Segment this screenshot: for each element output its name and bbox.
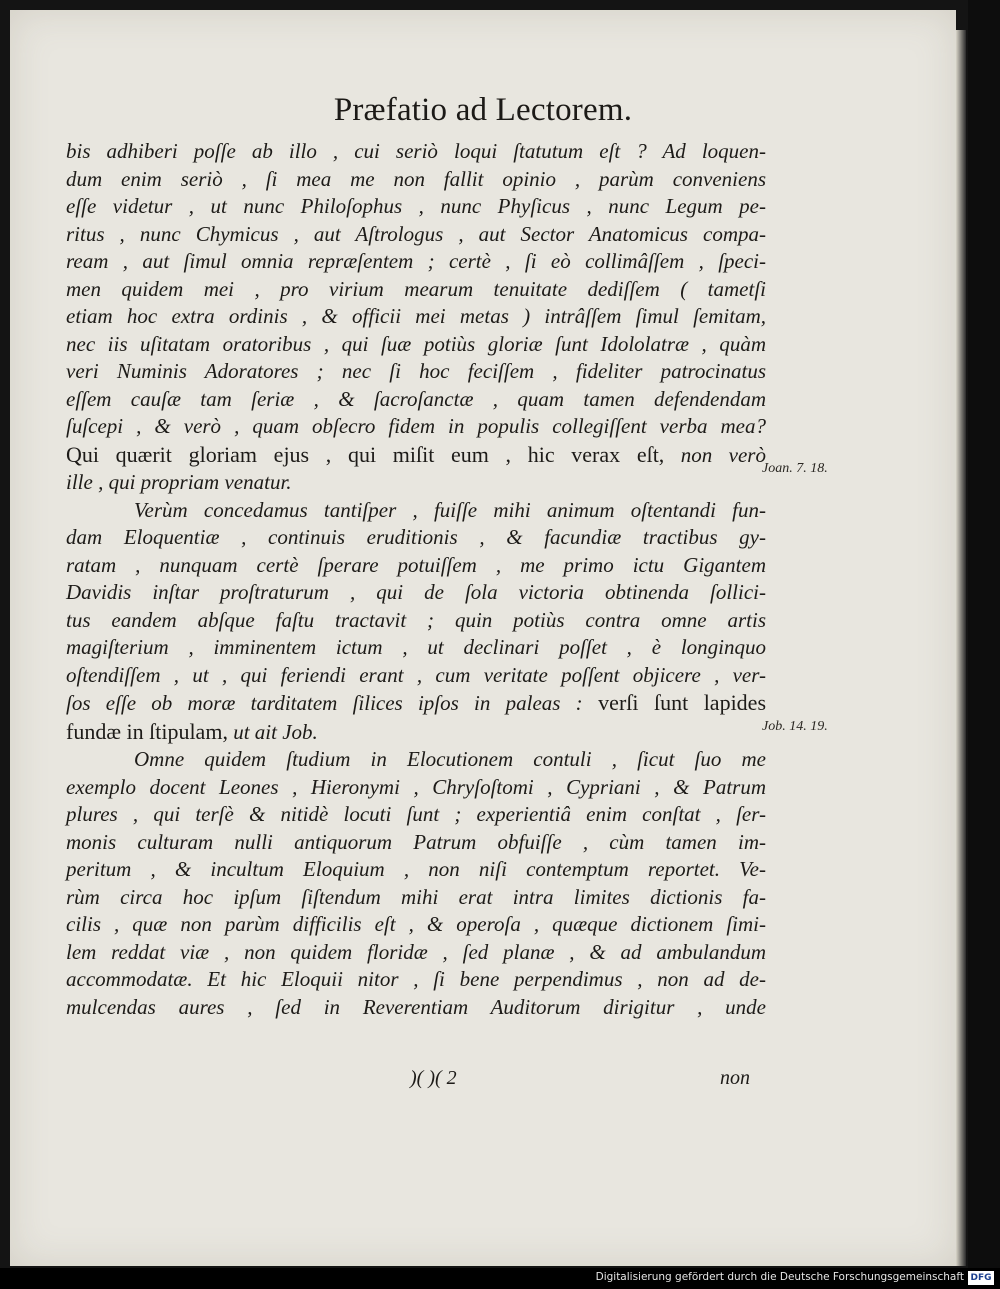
- italic-text: peritum , & incultum Eloquium , non niſi contemptum reportet. Ve-: [66, 857, 766, 881]
- italic-text: eſſem cauſæ tam ſeriæ , & ſacroſanctæ , quam tamen defendendam: [66, 386, 766, 411]
- margin-note-job: Job. 14. 19.: [762, 719, 828, 734]
- text-line: [66, 662, 766, 690]
- roman-text: fundæ in ſtipulam,: [66, 718, 228, 744]
- text-line: [66, 248, 766, 276]
- italic-text: accommodatæ. Et hic Eloquii nitor , ſi bene perpendimus , non ad de-: [66, 967, 766, 991]
- italic-text: etiam hoc extra ordinis , & officii mei metas ) intrâſſem ſimul ſemitam,: [66, 304, 766, 328]
- italic-text: Verùm concedamus tantiſper , fuiſſe mihi animum oſtentandi fun-: [134, 497, 766, 522]
- text-line: [66, 634, 766, 662]
- text-line: [66, 801, 766, 829]
- text-line: [66, 193, 766, 221]
- text-line: [66, 497, 766, 525]
- italic-text: ut ait Job.: [227, 719, 318, 744]
- text-line: [66, 718, 766, 747]
- book-page: [10, 10, 956, 1266]
- italic-text: magiſterium , imminentem ictum , ut declinari poſſet , è longinquo: [66, 635, 766, 659]
- italic-text: ſuſcepi , & verò , quam obſecro fidem in populis collegiſſent verba mea?: [66, 414, 766, 438]
- italic-text: monis culturam nulli antiquorum Patrum obfuiſſe , cùm tamen im-: [66, 829, 766, 854]
- text-line: [66, 939, 766, 967]
- page-body-text: [66, 138, 766, 1021]
- text-line: [66, 469, 766, 497]
- text-line: [66, 331, 766, 359]
- text-line: [66, 524, 766, 552]
- text-line: [66, 829, 766, 857]
- italic-text: nec iis uſitatam oratoribus , qui ſuæ potiùs gloriæ ſunt Idololatræ , quàm: [66, 331, 766, 356]
- italic-text: Omne quidem ſtudium in Elocutionem contuli , ſicut ſuo me: [134, 747, 766, 771]
- text-line: [66, 856, 766, 884]
- italic-text: ille , qui propriam venatur.: [66, 470, 292, 494]
- italic-text: cilis , quæ non parùm difficilis eſt , & operoſa , quæque dictionem ſimi-: [66, 912, 766, 936]
- text-line: [66, 166, 766, 194]
- italic-text: Davidis inſtar proſtraturum , qui de ſola victoria obtinenda ſollici-: [66, 580, 766, 604]
- italic-text: oſtendiſſem , ut , qui feriendi erant , cum veritate poſſent objicere , ver-: [66, 662, 766, 687]
- text-line: [66, 966, 766, 994]
- italic-text: ſos eſſe ob moræ tarditatem ſilices ipſos in paleas :: [66, 691, 583, 715]
- italic-text: plures , qui terſè & nitidè locuti ſunt ; experientiâ enim conſtat , ſer-: [66, 802, 766, 826]
- text-line: [66, 303, 766, 331]
- italic-text: mulcendas aures , ſed in Reverentiam Auditorum dirigitur , unde: [66, 994, 766, 1019]
- text-line: [66, 774, 766, 802]
- text-line: [66, 689, 766, 718]
- text-line: [66, 746, 766, 774]
- margin-note-joan: Joan. 7. 18.: [762, 461, 828, 476]
- text-line: [66, 552, 766, 580]
- text-line: [66, 386, 766, 414]
- italic-text: eſſe videtur , ut nunc Philoſophus , nunc Phyſicus , nunc Legum pe-: [66, 194, 766, 218]
- text-line: [66, 994, 766, 1022]
- catchword: non: [720, 1067, 750, 1089]
- running-header: Præfatio ad Lectorem.: [333, 92, 633, 128]
- italic-text: exemplo docent Leones , Hieronymi , Chryſoſtomi , Cypriani , & Patrum: [66, 774, 766, 799]
- italic-text: rùm circa hoc ipſum ſiſtendum mihi erat intra limites dictionis fa-: [66, 884, 766, 909]
- text-line: [66, 579, 766, 607]
- credit-bar: [0, 1268, 1000, 1289]
- italic-text: ritus , nunc Chymicus , aut Aſtrologus , aut Sector Anatomicus compa-: [66, 221, 766, 246]
- italic-text: men quidem mei , pro virium mearum tenuitate dediſſem ( tametſi: [66, 276, 766, 301]
- italic-text: dam Eloquentiæ , continuis eruditionis , & facundiæ tractibus gy-: [66, 525, 766, 549]
- funding-credit: Digitalisierung gefördert durch die Deutsche Forschungsgemeinschaft: [595, 1271, 964, 1283]
- italic-text: veri Numinis Adoratores ; nec ſi hoc feciſſem , fideliter patrocinatus: [66, 359, 766, 383]
- page-edge-shadow: [956, 30, 966, 1266]
- text-line: [66, 911, 766, 939]
- text-line: [66, 441, 766, 470]
- italic-text: tus eandem abſque faſtu tractavit ; quin potiùs contra omne artis: [66, 607, 766, 632]
- italic-text: non verò: [664, 442, 766, 467]
- signature-mark: )( )( 2: [410, 1067, 457, 1089]
- text-line: [66, 138, 766, 166]
- text-line: [66, 276, 766, 304]
- italic-text: lem reddat viæ , non quidem floridæ , ſed planæ , & ad ambulandum: [66, 939, 766, 964]
- roman-text: verſi ſunt lapides: [582, 690, 767, 715]
- text-line: [66, 607, 766, 635]
- roman-text: Qui quærit gloriam ejus , qui miſit eum , hic verax eſt,: [66, 441, 665, 467]
- dfg-logo: DFG: [968, 1271, 994, 1285]
- scan-background: [968, 0, 1000, 1268]
- text-line: [66, 884, 766, 912]
- text-line: [66, 358, 766, 386]
- text-line: [66, 221, 766, 249]
- italic-text: dum enim seriò , ſi mea me non fallit opinio , parùm conveniens: [66, 166, 766, 191]
- italic-text: bis adhiberi poſſe ab illo , cui seriò loqui ſtatutum eſt ? Ad loquen-: [66, 139, 766, 163]
- italic-text: ratam , nunquam certè ſperare potuiſſem , me primo ictu Gigantem: [66, 552, 766, 577]
- text-line: [66, 413, 766, 441]
- italic-text: ream , aut ſimul omnia repræſentem ; certè , ſi eò collimâſſem , ſpeci-: [66, 249, 766, 273]
